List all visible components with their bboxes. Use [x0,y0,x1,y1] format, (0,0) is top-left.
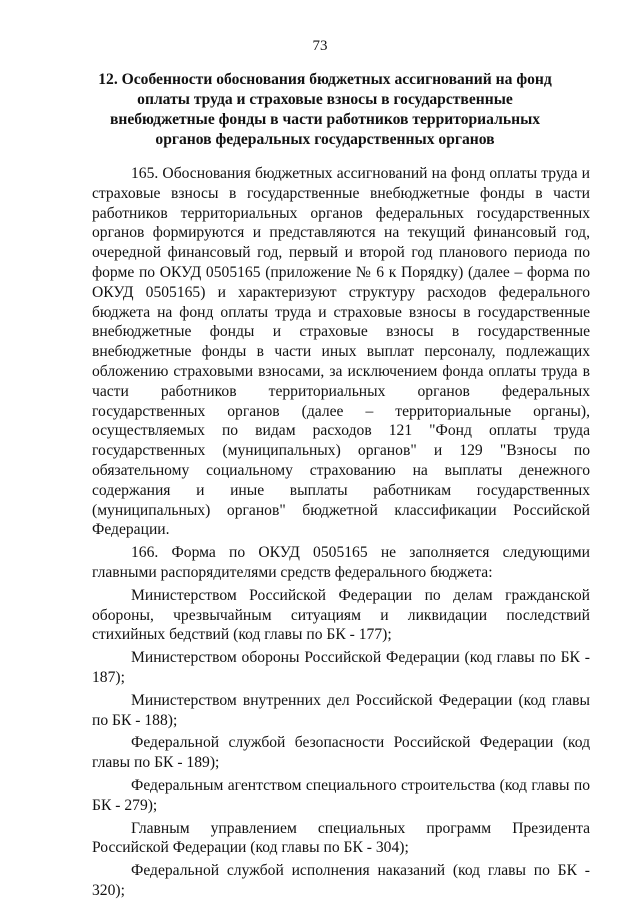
list-item: Министерством внутренних дел Российской Федерации (код главы по БК - 188); [92,691,590,729]
paragraph-166: 166. Форма по ОКУД 0505165 не заполняется следующими главными распорядителями средств федерального бюджета: [92,544,590,581]
paragraph-165: 165. Обоснования бюджетных ассигнований на фонд оплаты труда и страховые взносы в государственные внебюджетные фонды в части работников территориальных органов федеральных государственных органов формируются и представляются на текущий финансовый год, очередной финансовый год, первый и второй год планового периода по форме по ОКУД 0505165 (приложение № 6 к Порядку) (далее – форма по ОКУД 0505165) и характеризуют структуру расходов федерального бюджета на фонд оплаты труда и страховые взносы в государственные внебюджетные фонды и страховые взносы в государственные внебюджетные фонды в части иных выплат персоналу, подлежащих обложению страховыми взносами, за исключением фонда оплаты труда в части работников территориальных органов федеральных государственных органов (далее – территориальные органы), осуществляемых по видам расходов 121 "Фонд оплаты труда государственных (муниципальных) органов" и 129 "Взносы по обязательному социальному страхованию на выплаты денежного содержания и иные выплаты работникам государственных (муниципальных) органов" бюджетной классификации Российской Федерации. [92,165,590,539]
document-body [92,164,590,904]
list-item: Федеральной службой безопасности Российской Федерации (код главы по БК - 189); [92,734,590,772]
list-item: Федеральным агентством специального строительства (код главы по БК - 279); [92,776,590,814]
list-item: Федеральной службой исполнения наказаний (код главы по БК - 320); [92,862,590,899]
section-title: 12. Особенности обоснования бюджетных ассигнований на фонд оплаты труда и страховые взносы в государственные внебюджетные фонды в части работников территориальных органов федеральных государственных органов [98,71,552,148]
list-item: Главным управлением специальных программ Президента Российской Федерации (код главы по БК - 304); [92,819,590,857]
list-item: Министерством обороны Российской Федерации (код главы по БК - 187); [92,649,590,686]
page-number: 73 [312,38,328,54]
list-item: Министерством Российской Федерации по делам гражданской обороны, чрезвычайным ситуациям и ликвидации последствий стихийных бедствий (код главы по БК - 177); [92,586,590,644]
